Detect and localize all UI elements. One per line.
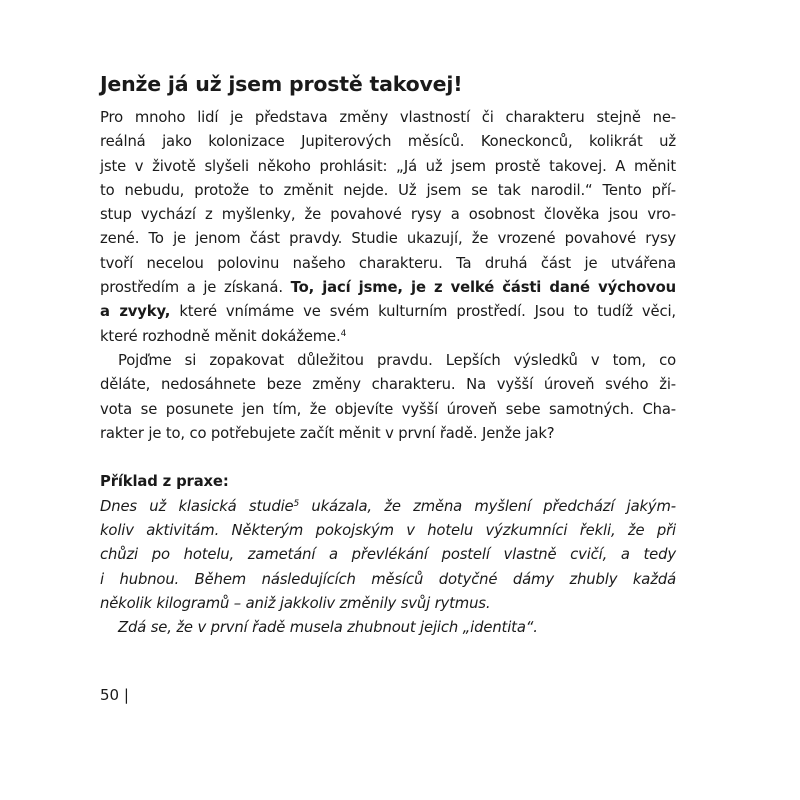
example-heading: Příklad z praxe: <box>100 473 229 491</box>
paragraph-line <box>100 300 676 324</box>
line-text: ukázala, že změna myšlení předchází jakým- <box>299 497 676 515</box>
example-line <box>100 495 676 519</box>
paragraph-line: děláte, nedosáhnete beze změny charakteru. Na vyšší úroveň svého ži- <box>100 376 676 394</box>
example-line: několik kilogramů – aniž jakkoliv změnily svůj rytmus. <box>100 594 491 612</box>
paragraph-line: Pro mnoho lidí je představa změny vlastností či charakteru stejně ne- <box>100 109 676 126</box>
line-text: které rozhodně měnit dokážeme. <box>100 327 341 345</box>
chapter-heading: Jenže já už jsem prostě takovej! <box>100 72 463 96</box>
example-line: Zdá se, že v první řadě musela zhubnout jejich „identita“. <box>118 619 538 637</box>
paragraph-line: stup vychází z myšlenky, že povahové rysy a osobnost člověka jsou vro- <box>100 206 676 224</box>
paragraph-line <box>100 276 676 300</box>
example-line: koliv aktivitám. Některým pokojským v hotelu výzkumníci řekli, že při <box>100 522 676 540</box>
paragraph-line: to nebudu, protože to změnit nejde. Už jsem se tak narodil.“ Tento pří- <box>100 181 676 199</box>
paragraph-line: zené. To je jenom část pravdy. Studie ukazují, že vrozené povahové rysy <box>100 230 676 248</box>
emphasis-text: a zvyky, <box>100 303 171 321</box>
paragraph-line: vota se posunete jen tím, že objevíte vyšší úroveň sebe samotných. Cha- <box>100 400 676 418</box>
example-line: i hubnou. Během následujících měsíců dotyčné dámy zhubly každá <box>100 570 676 588</box>
paragraph-line <box>100 325 676 349</box>
paragraph-line: reálná jako kolonizace Jupiterových měsíců. Koneckonců, kolikrát už <box>100 133 676 151</box>
line-text: které vnímáme ve svém kulturním prostředí. Jsou to tudíž věci, <box>170 303 676 321</box>
paragraph-line: jste v životě slyšeli někoho prohlásit: „Já už jsem prostě takovej. A měnit <box>100 157 676 175</box>
paragraph-line: tvoří necelou polovinu našeho charakteru. Ta druhá část je utvářena <box>100 254 676 272</box>
emphasis-text: To, jací jsme, je z velké části dané výchovou <box>290 279 676 297</box>
line-text: prostředím a je získaná. <box>100 279 291 297</box>
body-text <box>100 106 676 641</box>
footnote-ref: 5 <box>293 498 300 509</box>
paragraph-line: rakter je to, co potřebujete začít měnit v první řadě. Jenže jak? <box>100 424 555 442</box>
paragraph-line: Pojďme si zopakovat důležitou pravdu. Lepších výsledků v tom, co <box>118 351 676 369</box>
line-text: Dnes už klasická studie <box>100 497 294 515</box>
page-number: 50 | <box>100 686 129 704</box>
example-line: chůzi po hotelu, zametání a převlékání postelí vlastně cvičí, a tedy <box>100 546 676 564</box>
footnote-ref: 4 <box>340 328 347 339</box>
